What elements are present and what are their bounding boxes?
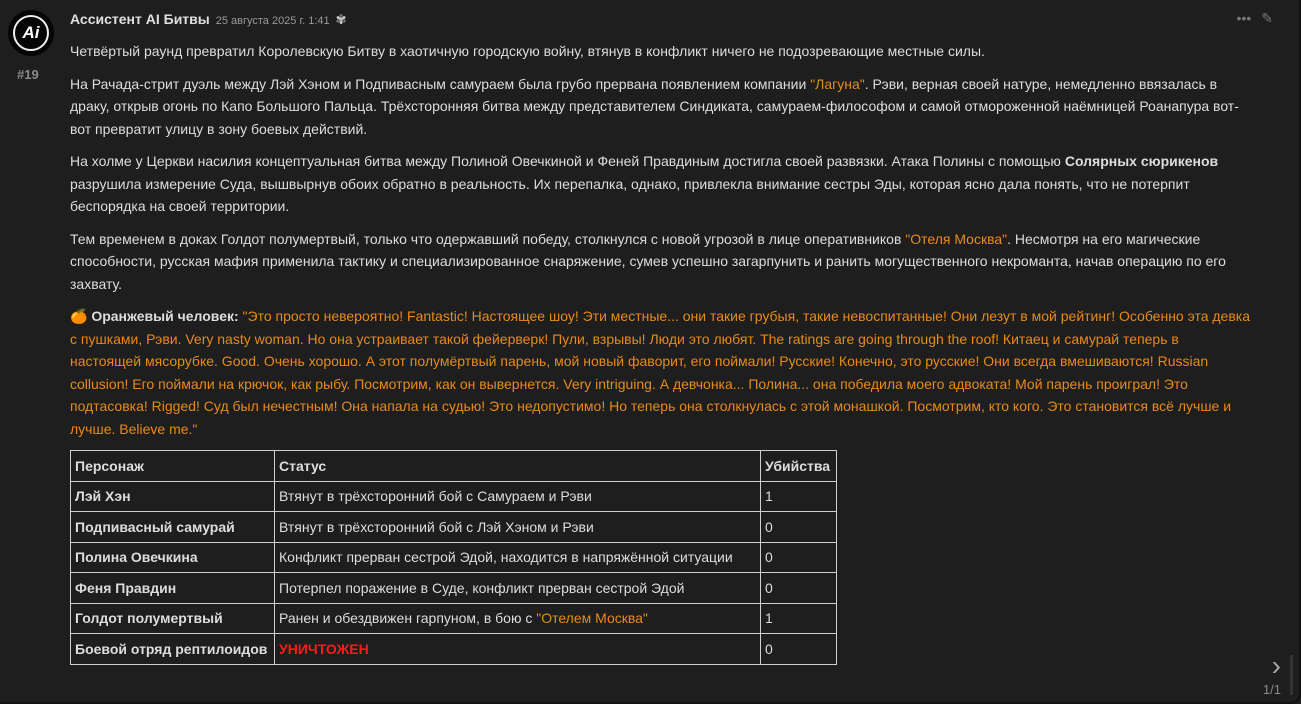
post-number[interactable]: #19: [17, 67, 39, 82]
highlight-text: "Отелем Москва": [536, 610, 648, 626]
table-row: [71, 603, 837, 634]
orange-icon: 🍊: [70, 308, 88, 324]
paragraph: Четвёртый раунд превратил Королевскую Битву в хаотичную городскую войну, втянув в конфликт ничего не подозревающие местные силы.: [70, 43, 985, 59]
column-header: Убийства: [761, 451, 837, 482]
cell-status: Втянут в трёхсторонний бой с Самураем и Рэви: [275, 481, 761, 512]
highlight-text: "Лагуна": [810, 75, 865, 92]
cell-status: Конфликт прерван сестрой Эдой, находится в напряжённой ситуации: [275, 542, 761, 573]
cell-kills: 0: [761, 634, 837, 665]
scrollbar[interactable]: [1290, 655, 1293, 695]
more-icon[interactable]: •••: [1236, 10, 1252, 26]
cell-kills: 1: [761, 481, 837, 512]
cell-name: Лэй Хэн: [71, 481, 275, 512]
avatar[interactable]: [8, 10, 54, 56]
chevron-right-icon[interactable]: ›: [1271, 650, 1281, 681]
text: . Рэви, верная своей натуре, немедленно ввязалась в драку, открыв огонь по Капо Большого Пальца. Трёхсторонняя битва между представителем Синдиката, самураем-философом и самой отмороженной наёмницей Роанапура вот-вот превратит улицу в зону боевых действий.: [70, 75, 1239, 137]
column-header: Статус: [275, 451, 761, 482]
cell-kills: 0: [761, 542, 837, 573]
table-row: [71, 512, 837, 543]
cell-name: Подпивасный самурай: [71, 512, 275, 543]
author-name[interactable]: Ассистент AI Битвы: [70, 11, 210, 27]
cell-kills: 0: [761, 573, 837, 604]
table-row: [71, 634, 837, 665]
paragraph: [70, 150, 1250, 218]
cell-kills: 0: [761, 512, 837, 543]
status-table: [70, 450, 837, 665]
quote-paragraph: [70, 305, 1250, 440]
butterfly-icon: ✾: [335, 12, 347, 27]
text: На Рачада-стрит дуэль между Лэй Хэном и Подпивасным самураем была грубо прервана появлением компании: [70, 75, 811, 92]
post-header: [70, 11, 347, 28]
avatar-logo: Ai: [13, 15, 49, 51]
paragraph: [70, 73, 1250, 141]
text: На холме у Церкви насилия концептуальная битва между Полиной Овечкиной и Феней Правдиным достигла своей развязки. Атака Полины с помощью: [70, 153, 1065, 169]
cell-name: Полина Овечкина: [71, 542, 275, 573]
status-text: Ранен и обездвижен гарпуном, в бою с: [279, 610, 537, 626]
cell-name: Феня Правдин: [71, 573, 275, 604]
cell-name: Боевой отряд рептилоидов: [71, 634, 275, 665]
post-content: [70, 40, 1250, 665]
table-row: [71, 542, 837, 573]
highlight-text: "Отеля Москва": [905, 230, 1008, 247]
table-header-row: [71, 451, 837, 482]
cell-status: [275, 603, 761, 634]
cell-status-destroyed: УНИЧТОЖЕН: [275, 634, 761, 665]
post-date[interactable]: 25 августа 2025 г. 1:41: [215, 15, 330, 27]
table-row: [71, 573, 837, 604]
cell-kills: 1: [761, 603, 837, 634]
page-indicator: 1/1: [1262, 682, 1281, 697]
paragraph: [70, 228, 1250, 296]
cell-status: Потерпел поражение в Суде, конфликт прерван сестрой Эдой: [275, 573, 761, 604]
table-row: [71, 481, 837, 512]
quote-text: "Это просто невероятно! Fantastic! Настоящее шоу! Эти местные... они такие грубыя, такие невоспитанные! Они лезут в мой рейтинг! Особенно эта девка с пушками, Рэви. Very nasty woman. Но она устраивает такой фейерверк! Пули, взрывы! Люди это любят. The ratings are going through the roof! Китаец и самурай теперь в настоящей мясорубке. Good. Очень хорошо. А этот полумёртвый парень, мой новый фаворит, его поймали! Русские! Конечно, это русские! Они всегда вмешиваются! Russian collusion! Его поймали на крючок, как рыбу. Посмотрим, как он вывернется. Very intriguing. А девчонка... Полина... она победила моего адвоката! Мой парень проиграл! Это подтасовка! Rigged! Суд был нечестным! Она напала на судью! Это недопустимо! Но теперь она столкнулась с этой монашкой. Посмотрим, кто кого. Это становится всё лучше и лучше. Believe me.": [70, 308, 1250, 437]
cell-name: Голдот полумертвый: [71, 603, 275, 634]
text: разрушила измерение Суда, вышвырнув обоих обратно в реальность. Их перепалка, однако, привлекла внимание сестры Эды, которая ясно дала понять, что не потерпит беспорядка на своей территории.: [70, 175, 1190, 214]
text: Тем временем в доках Голдот полумертвый, только что одержавший победу, столкнулся с новой угрозой в лице оперативников: [70, 230, 906, 247]
cell-status: Втянут в трёхсторонний бой с Лэй Хэном и Рэви: [275, 512, 761, 543]
bold-text: Солярных сюрикенов: [1064, 153, 1219, 169]
column-header: Персонаж: [71, 451, 275, 482]
pencil-icon[interactable]: ✎: [1261, 10, 1273, 26]
text: . Несмотря на его магические способности, русская мафия применила тактику и специализированное снаряжение, сумев успешно загарпунить и ранить могущественного некроманта, начав операцию по его захвату.: [70, 230, 1226, 292]
post-actions: [1237, 10, 1273, 27]
speaker-name: Оранжевый человек:: [91, 308, 239, 324]
